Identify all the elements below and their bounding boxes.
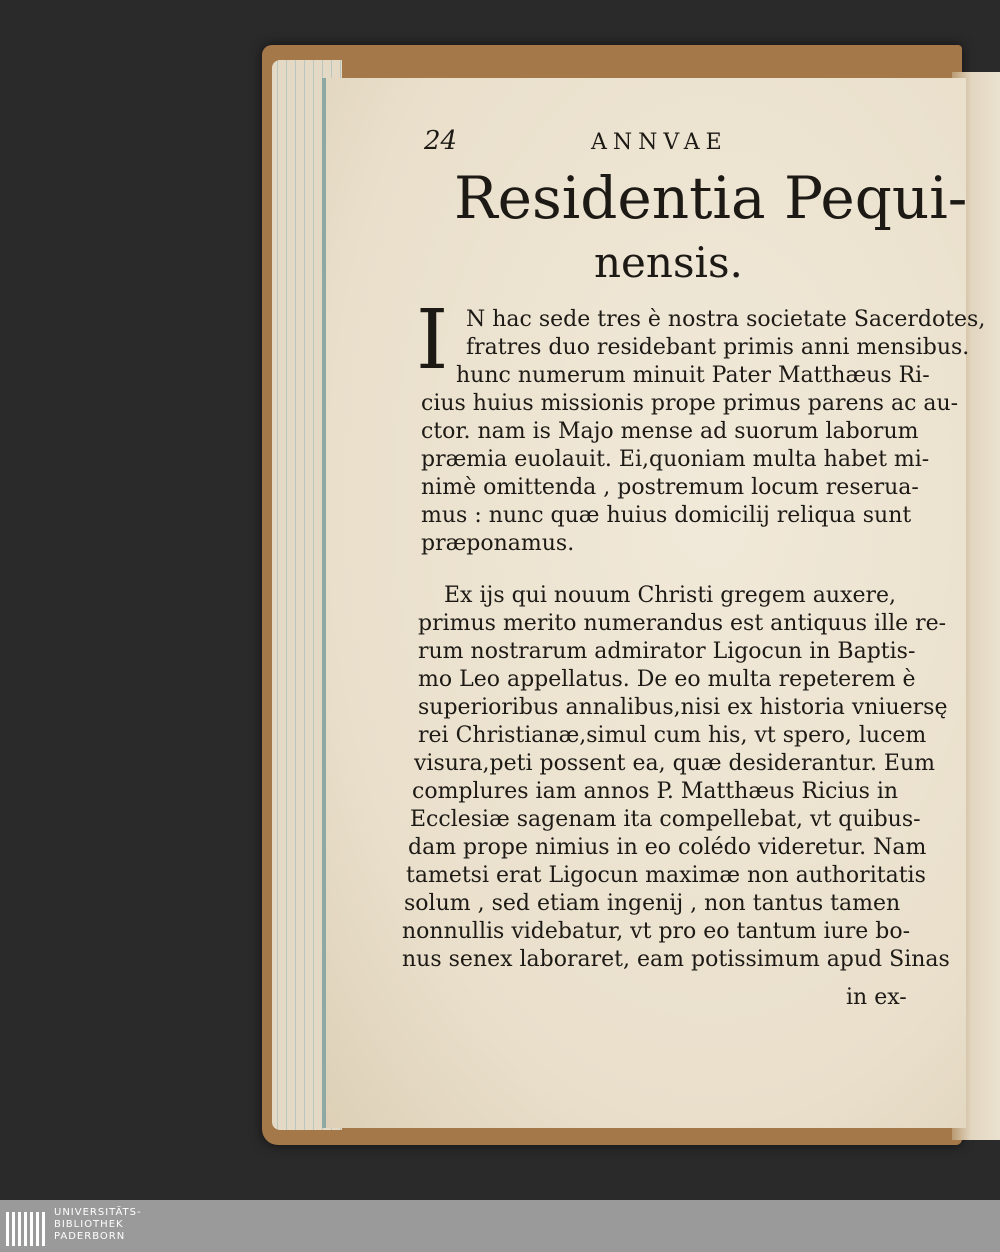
- library-name-line3: PADERBORN: [54, 1231, 126, 1242]
- text-line: superioribus annalibus,nisi ex historia vniuersę: [418, 695, 948, 720]
- text-line: præponamus.: [421, 531, 575, 556]
- text-line: primus merito numerandus est antiquus ille re-: [418, 611, 947, 636]
- library-name-line2: BIBLIOTHEK: [54, 1219, 124, 1230]
- catchword: in ex-: [846, 985, 907, 1010]
- text-line: nimè omittenda , postremum locum reserua-: [421, 475, 919, 500]
- text-line: hunc numerum minuit Pater Matthæus Ri-: [456, 363, 930, 388]
- text-line: visura,peti possent ea, quæ desiderantur. Eum: [414, 751, 936, 776]
- text-line: mus : nunc quæ huius domicilij reliqua sunt: [421, 503, 912, 528]
- text-line: mo Leo appellatus. De eo multa repeterem è: [418, 667, 916, 692]
- text-line: nonnullis videbatur, vt pro eo tantum iure bo-: [402, 919, 911, 944]
- text-line: tametsi erat Ligocun maximæ non authoritatis: [406, 863, 926, 888]
- library-footer: [0, 1200, 1000, 1252]
- text-line: præmia euolauit. Ei,quoniam multa habet mi-: [421, 447, 930, 472]
- library-logo-icon: [4, 1204, 46, 1248]
- page-number: 24: [424, 126, 458, 156]
- text-line: Ecclesiæ sagenam ita compellebat, vt quibus-: [410, 807, 921, 832]
- book-page: [322, 78, 986, 1128]
- text-line: Ex ijs qui nouum Christi gregem auxere,: [444, 583, 897, 608]
- chapter-title-line1: Residentia Pequi-: [454, 164, 968, 232]
- library-name: [54, 1207, 142, 1243]
- text-line: cius huius missionis prope primus parens ac au-: [421, 391, 959, 416]
- text-line: complures iam annos P. Matthæus Ricius in: [412, 779, 899, 804]
- text-line: dam prope nimius in eo colédo videretur. Nam: [408, 835, 927, 860]
- text-line: fratres duo residebant primis anni mensibus.: [466, 335, 970, 360]
- library-name-line1: UNIVERSITÄTS-: [54, 1207, 142, 1218]
- text-line: nus senex laboraret, eam potissimum apud Sinas: [402, 947, 950, 972]
- text-line: ctor. nam is Majo mense ad suorum laborum: [421, 419, 919, 444]
- text-line: N hac sede tres è nostra societate Sacerdotes,: [466, 307, 986, 332]
- chapter-title-line2: nensis.: [594, 238, 743, 287]
- text-line: solum , sed etiam ingenij , non tantus tamen: [404, 891, 901, 916]
- drop-cap: I: [416, 293, 449, 388]
- running-head: ANNVAE: [591, 130, 728, 155]
- text-line: rei Christianæ,simul cum his, vt spero, lucem: [418, 723, 927, 748]
- text-line: rum nostrarum admirator Ligocun in Baptis-: [418, 639, 916, 664]
